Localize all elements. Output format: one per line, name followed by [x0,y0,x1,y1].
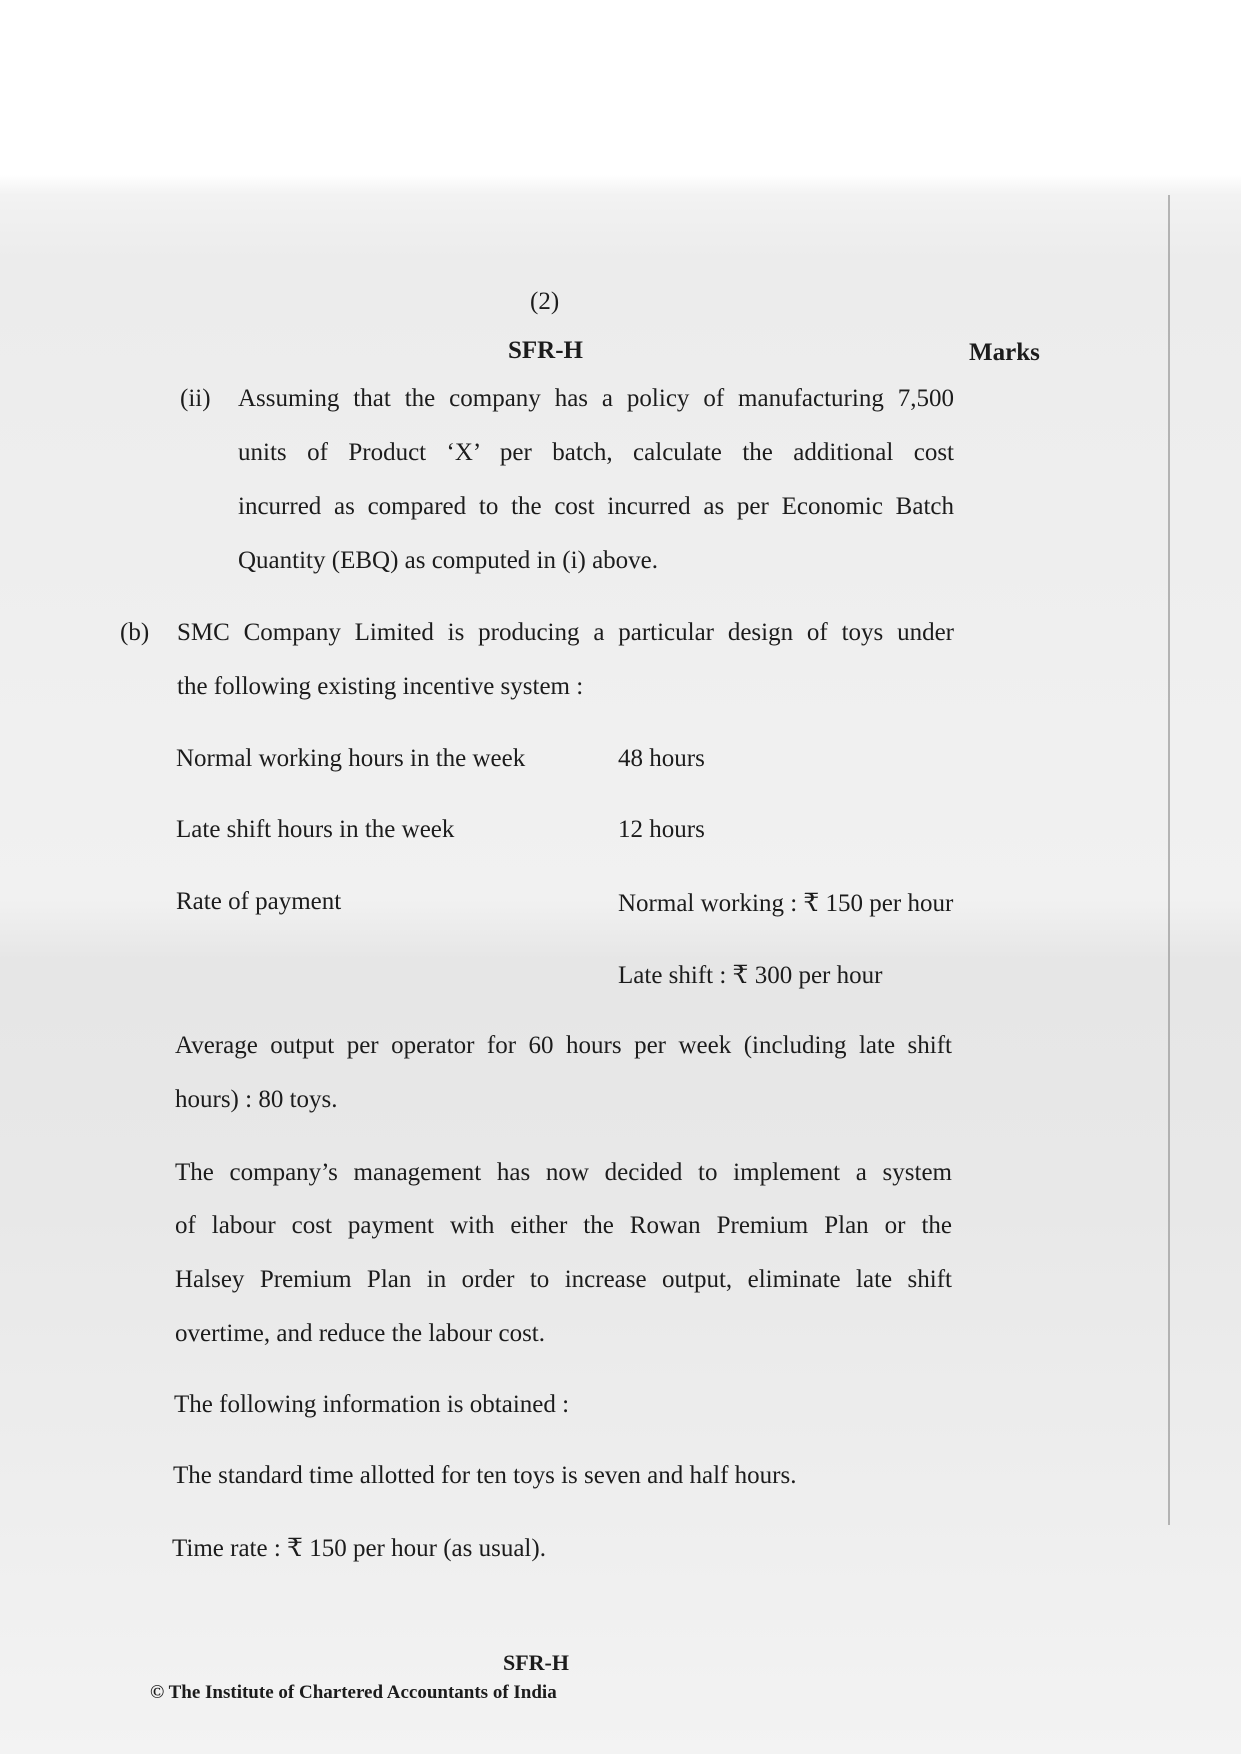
part-b-intro-line-2: the following existing incentive system : [177,673,584,700]
fact-value-normal-hours: 48 hours [618,745,705,772]
part-ii-line-4: Quantity (EBQ) as computed in (i) above. [238,547,659,574]
part-ii-line-1: Assuming that the company has a policy of manufacturing 7,500 [238,385,954,412]
fact-label-rate-of-payment: Rate of payment [176,888,342,915]
paper-code-header: SFR-H [508,337,583,364]
management-line-2: of labour cost payment with either the Rowan Premium Plan or the [175,1212,952,1239]
paper-code-footer: SFR-H [503,1650,569,1675]
copyright-notice: © The Institute of Chartered Accountants of India [150,1682,557,1703]
information-obtained-line: The following information is obtained : [174,1391,570,1418]
fact-value-normal-rate: Normal working : ₹ 150 per hour [618,890,954,917]
part-b-label: (b) [120,619,150,646]
fact-label-late-shift-hours: Late shift hours in the week [176,816,455,843]
fact-value-late-shift-hours: 12 hours [618,816,705,843]
time-rate-line: Time rate : ₹ 150 per hour (as usual). [172,1535,546,1562]
page-edge-shadow [1168,195,1170,1525]
standard-time-line: The standard time allotted for ten toys is seven and half hours. [173,1462,797,1489]
page-number: (2) [530,288,560,315]
part-ii-label: (ii) [180,385,211,412]
management-line-3: Halsey Premium Plan in order to increase output, eliminate late shift [175,1266,952,1293]
management-line-4: overtime, and reduce the labour cost. [175,1320,545,1347]
part-b-intro-line-1: SMC Company Limited is producing a particular design of toys under [177,619,954,646]
part-ii-line-2: units of Product ‘X’ per batch, calculate the additional cost [238,439,954,466]
average-output-line-2: hours) : 80 toys. [175,1086,338,1113]
marks-label: Marks [969,339,1040,366]
average-output-line-1: Average output per operator for 60 hours per week (including late shift [175,1032,952,1059]
fact-label-normal-hours: Normal working hours in the week [176,745,526,772]
management-line-1: The company’s management has now decided to implement a system [175,1159,952,1186]
fact-value-late-shift-rate: Late shift : ₹ 300 per hour [618,962,883,989]
part-ii-line-3: incurred as compared to the cost incurred as per Economic Batch [238,493,954,520]
